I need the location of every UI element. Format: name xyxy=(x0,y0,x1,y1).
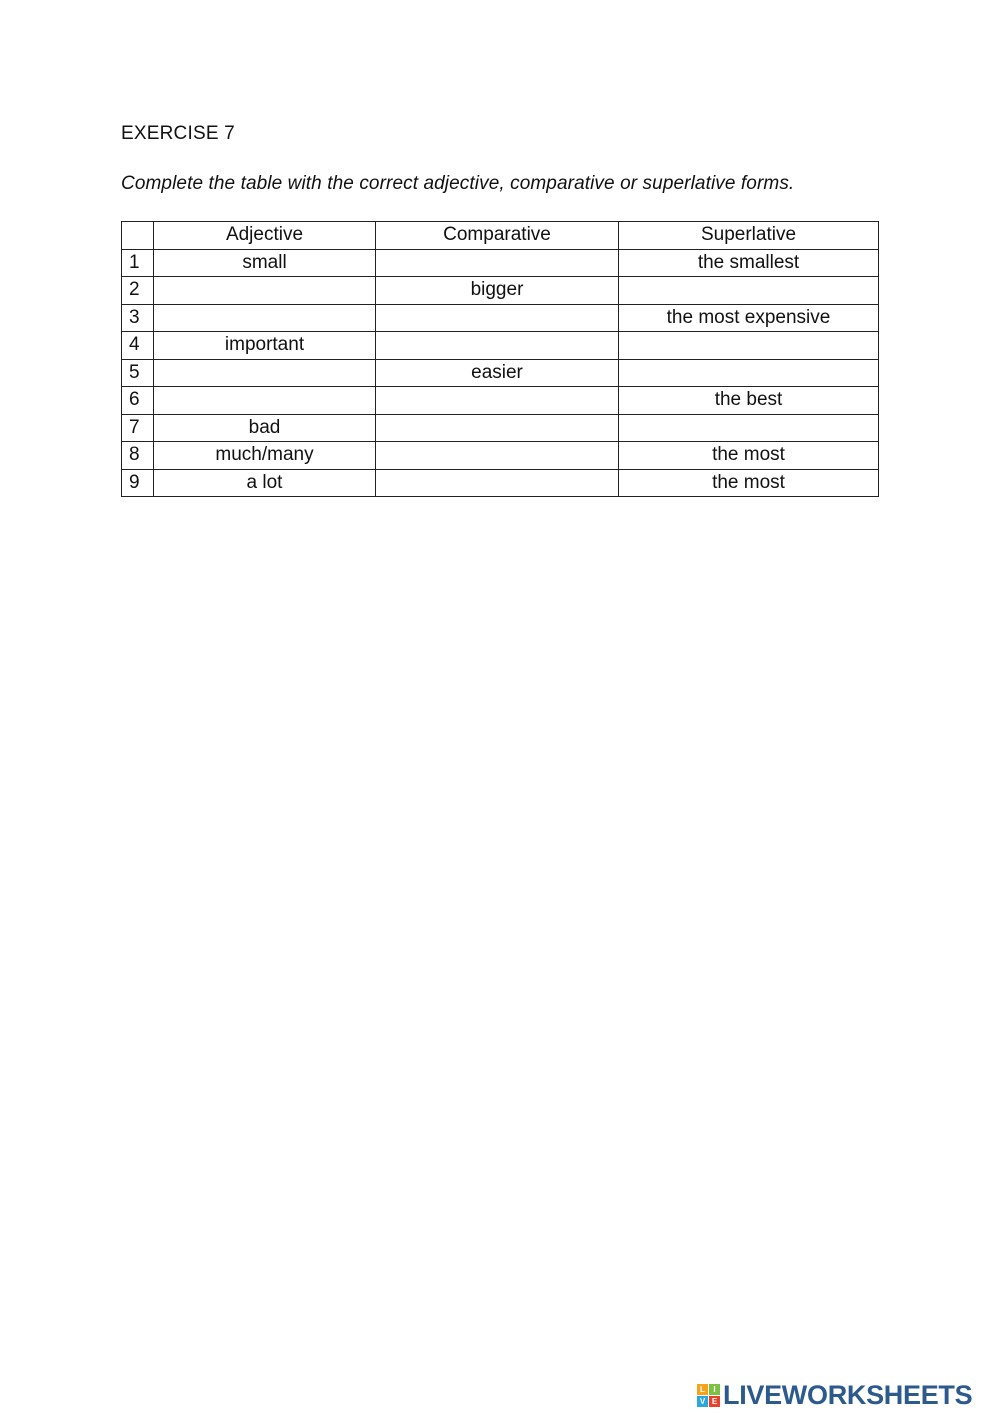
adjective-cell: bad xyxy=(154,414,376,442)
table-row xyxy=(122,332,879,360)
table-row xyxy=(122,359,879,387)
table-row xyxy=(122,249,879,277)
row-number: 5 xyxy=(122,359,154,387)
table-row xyxy=(122,387,879,415)
logo-letter-l: L xyxy=(697,1384,708,1395)
comparative-cell[interactable] xyxy=(376,304,619,332)
table-row xyxy=(122,304,879,332)
adjective-cell[interactable] xyxy=(154,387,376,415)
header-number xyxy=(122,222,154,250)
live-blocks-icon xyxy=(697,1384,720,1407)
comparative-cell[interactable] xyxy=(376,387,619,415)
adjective-cell: much/many xyxy=(154,442,376,470)
row-number: 9 xyxy=(122,469,154,497)
adjective-forms-table xyxy=(121,221,879,497)
table-row xyxy=(122,469,879,497)
logo-letter-v: V xyxy=(697,1396,708,1407)
comparative-cell: bigger xyxy=(376,277,619,305)
logo-letter-i: I xyxy=(709,1384,720,1395)
comparative-cell[interactable] xyxy=(376,414,619,442)
table-row xyxy=(122,414,879,442)
exercise-title: EXERCISE 7 xyxy=(121,123,235,144)
superlative-cell[interactable] xyxy=(619,414,879,442)
comparative-cell[interactable] xyxy=(376,249,619,277)
adjective-cell: small xyxy=(154,249,376,277)
row-number: 6 xyxy=(122,387,154,415)
table-row xyxy=(122,277,879,305)
logo-text: LIVEWORKSHEETS xyxy=(723,1379,973,1410)
superlative-cell: the most xyxy=(619,469,879,497)
superlative-cell: the most expensive xyxy=(619,304,879,332)
row-number: 4 xyxy=(122,332,154,360)
row-number: 7 xyxy=(122,414,154,442)
adjective-cell[interactable] xyxy=(154,359,376,387)
row-number: 2 xyxy=(122,277,154,305)
superlative-cell[interactable] xyxy=(619,359,879,387)
superlative-cell: the most xyxy=(619,442,879,470)
table-row xyxy=(122,442,879,470)
adjective-cell: a lot xyxy=(154,469,376,497)
logo-letter-e: E xyxy=(709,1396,720,1407)
table-header-row xyxy=(122,222,879,250)
superlative-cell: the smallest xyxy=(619,249,879,277)
comparative-cell[interactable] xyxy=(376,442,619,470)
superlative-cell[interactable] xyxy=(619,332,879,360)
adjective-cell[interactable] xyxy=(154,304,376,332)
superlative-cell: the best xyxy=(619,387,879,415)
comparative-cell[interactable] xyxy=(376,332,619,360)
adjective-cell[interactable] xyxy=(154,277,376,305)
exercise-instruction: Complete the table with the correct adjective, comparative or superlative forms. xyxy=(121,173,795,194)
row-number: 8 xyxy=(122,442,154,470)
header-superlative: Superlative xyxy=(619,222,879,250)
row-number: 3 xyxy=(122,304,154,332)
liveworksheets-logo xyxy=(697,1378,972,1412)
adjective-cell: important xyxy=(154,332,376,360)
comparative-cell: easier xyxy=(376,359,619,387)
comparative-cell[interactable] xyxy=(376,469,619,497)
header-comparative: Comparative xyxy=(376,222,619,250)
header-adjective: Adjective xyxy=(154,222,376,250)
superlative-cell[interactable] xyxy=(619,277,879,305)
row-number: 1 xyxy=(122,249,154,277)
